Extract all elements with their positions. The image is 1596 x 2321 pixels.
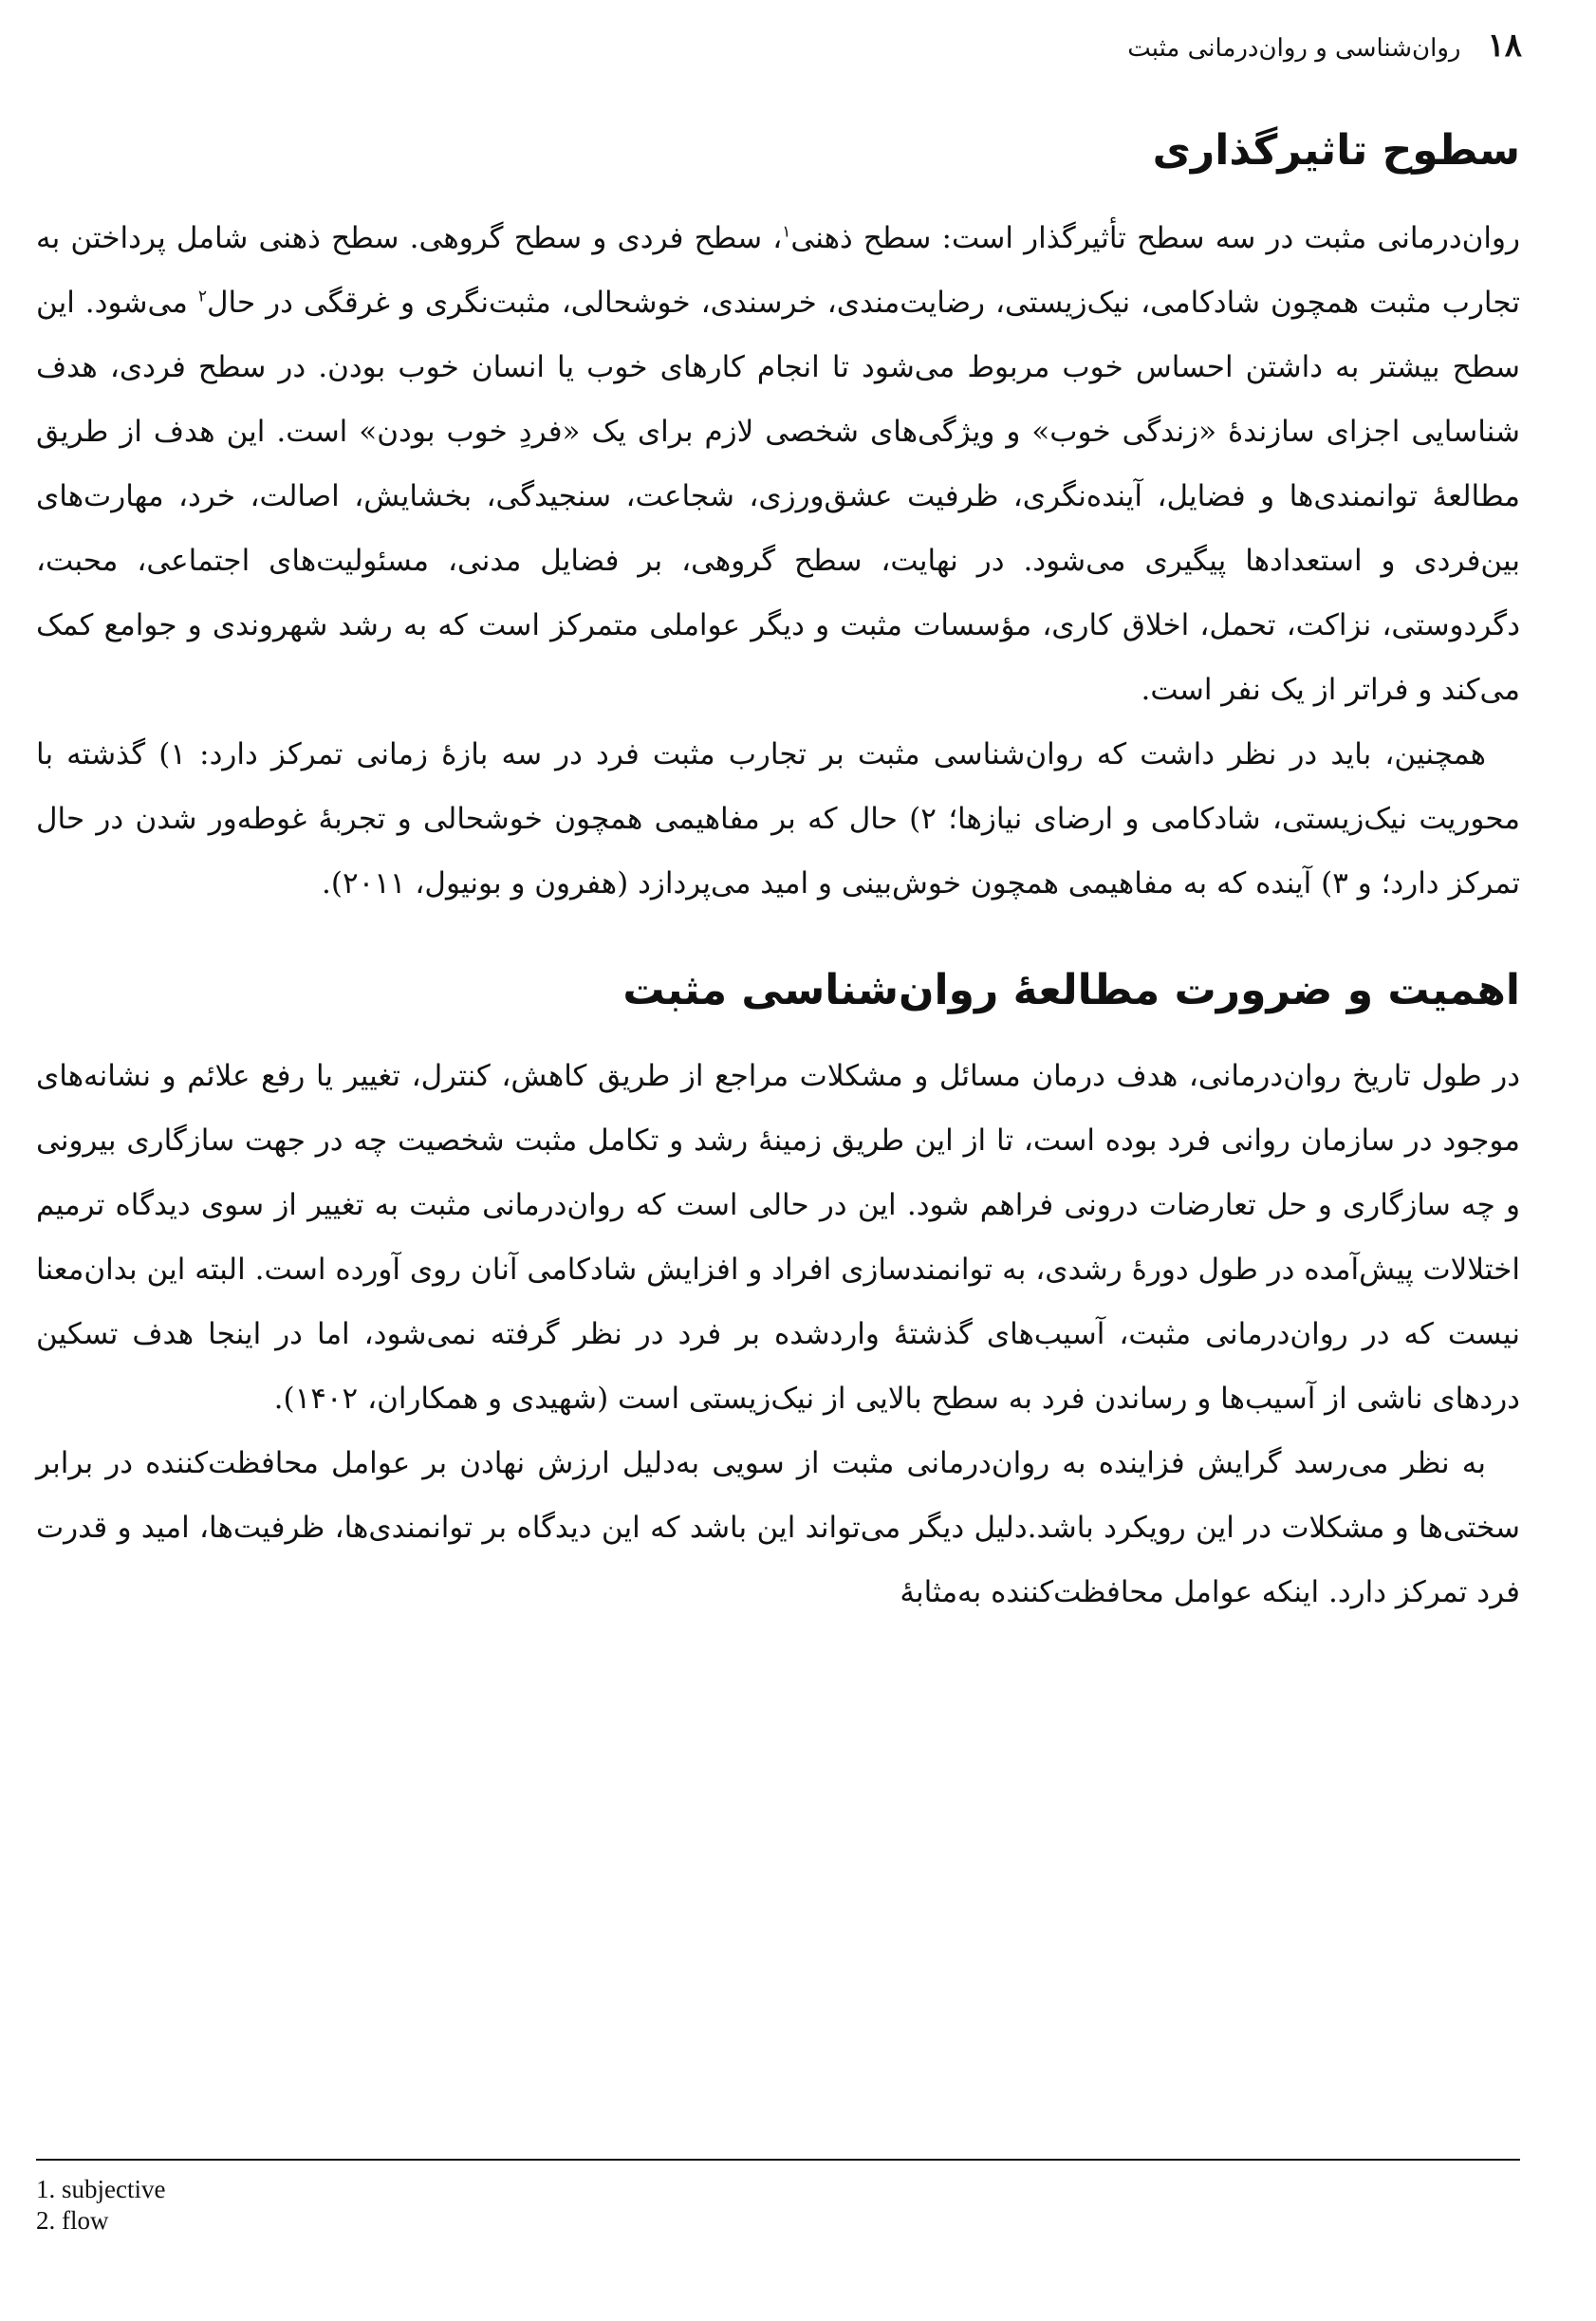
footnote-ref-1: ۱ — [782, 222, 791, 242]
paragraph-levels-intro — [36, 206, 1520, 722]
section-heading-levels-of-influence: سطوح تاثیرگذاری — [1152, 126, 1520, 175]
footnote-ref-2: ۲ — [197, 287, 208, 306]
section-heading-importance: اهمیت و ضرورت مطالعۀ روان‌شناسی مثبت — [622, 966, 1520, 1015]
paragraph-text-part: ، سطح فردی و سطح گروهی. سطح ذهنی شامل پرداختن به تجارب مثبت همچون شادکامی، نیک‌زیستی، رضایت‌مندی، خرسندی، خوشحالی، مثبت‌نگری و غرقگی در حال — [36, 221, 1521, 321]
paragraph-trend: به نظر می‌رسد گرایش فزاینده به روان‌درمانی مثبت از سویی به‌دلیل ارزش نهادن بر عوامل محافظت‌کننده در برابر سختی‌ها و مشکلات در این رویکرد باشد.دلیل دیگر می‌تواند این باشد که این دیدگاه بر توانمندی‌ها، ظرفیت‌ها، امید و قدرت فرد تمرکز دارد. اینکه عوامل محافظت‌کننده به‌مثابۀ — [36, 1446, 1520, 1610]
running-header — [858, 27, 1522, 65]
paragraph-time-frames: همچنین، باید در نظر داشت که روان‌شناسی مثبت بر تجارب مثبت فرد در سه بازۀ زمانی تمرکز دارد: ۱) گذشته با محوریت نیک‌زیستی، شادکامی و ارضای نیازها؛ ۲) حال که بر مفاهیمی همچون خوشحالی و تجربۀ غوطه‌ور شدن در حال تمرکز دارد؛ و ۳) آینده که به مفاهیمی همچون خوش‌بینی و امید می‌پردازد (هفرون و بونیول، ۲۰۱۱). — [36, 737, 1520, 901]
footnote-item: 1. subjective — [36, 2175, 166, 2203]
page-number: ۱۸ — [1487, 27, 1522, 65]
footnote-item: 2. flow — [36, 2206, 109, 2235]
paragraph-text-part: روان‌درمانی مثبت در سه سطح تأثیرگذار است: سطح ذهنی — [790, 221, 1520, 256]
book-title: روان‌شناسی و روان‌درمانی مثبت — [1127, 34, 1461, 63]
paragraph-history: در طول تاریخ روان‌درمانی، هدف درمان مسائل و مشکلات مراجع از طریق کاهش، کنترل، تغییر یا رفع علائم و نشانه‌های موجود در سازمان روانی فرد بوده است، تا از این طریق زمینۀ رشد و تکامل مثبت شخصیت چه در جهت سازگاری بیرونی و چه سازگاری و حل تعارضات درونی فراهم شود. این در حالی است که روان‌درمانی مثبت به تغییر از سوی دیدگاه ترمیم اختلالات پیش‌آمده در طول دورۀ رشدی، به توانمندسازی افراد و افزایش شادکامی آنان روی آورده است. البته این بدان‌معنا نیست که در روان‌درمانی مثبت، آسیب‌های گذشتۀ واردشده بر فرد در نظر گرفته نمی‌شود، اما در اینجا هدف تسکین دردهای ناشی از آسیب‌ها و رساندن فرد به سطح بالایی از نیک‌زیستی است (شهیدی و همکاران، ۱۴۰۲). — [36, 1059, 1520, 1417]
footnotes-area — [36, 2159, 1520, 2237]
footnote-divider — [36, 2159, 1520, 2161]
page-body — [36, 123, 1520, 1625]
paragraph-text-part: می‌شود. این سطح بیشتر به داشتن احساس خوب مربوط می‌شود تا انجام کارهای خوب یا انسان خوب بودن. در سطح فردی، هدف شناسایی اجزای سازندۀ «زندگی خوب» و ویژگی‌های شخصی لازم برای یک «فردِ خوب بودن» است. این هدف از طریق مطالعۀ توانمندی‌ها و فضایل، آینده‌نگری، ظرفیت عشق‌ورزی، شجاعت، سنجیدگی، بخشایش، اصالت، خرد، مهارت‌های بین‌فردی و استعدادها پیگیری می‌شود. در نهایت، سطح گروهی، بر فضایل مدنی، مسئولیت‌های اجتماعی، محبت، دگردوستی، نزاکت، تحمل، اخلاق کاری، مؤسسات مثبت و دیگر عواملی متمرکز است که به رشد شهروندی و جوامع کمک می‌کند و فراتر از یک نفر است. — [36, 286, 1520, 708]
